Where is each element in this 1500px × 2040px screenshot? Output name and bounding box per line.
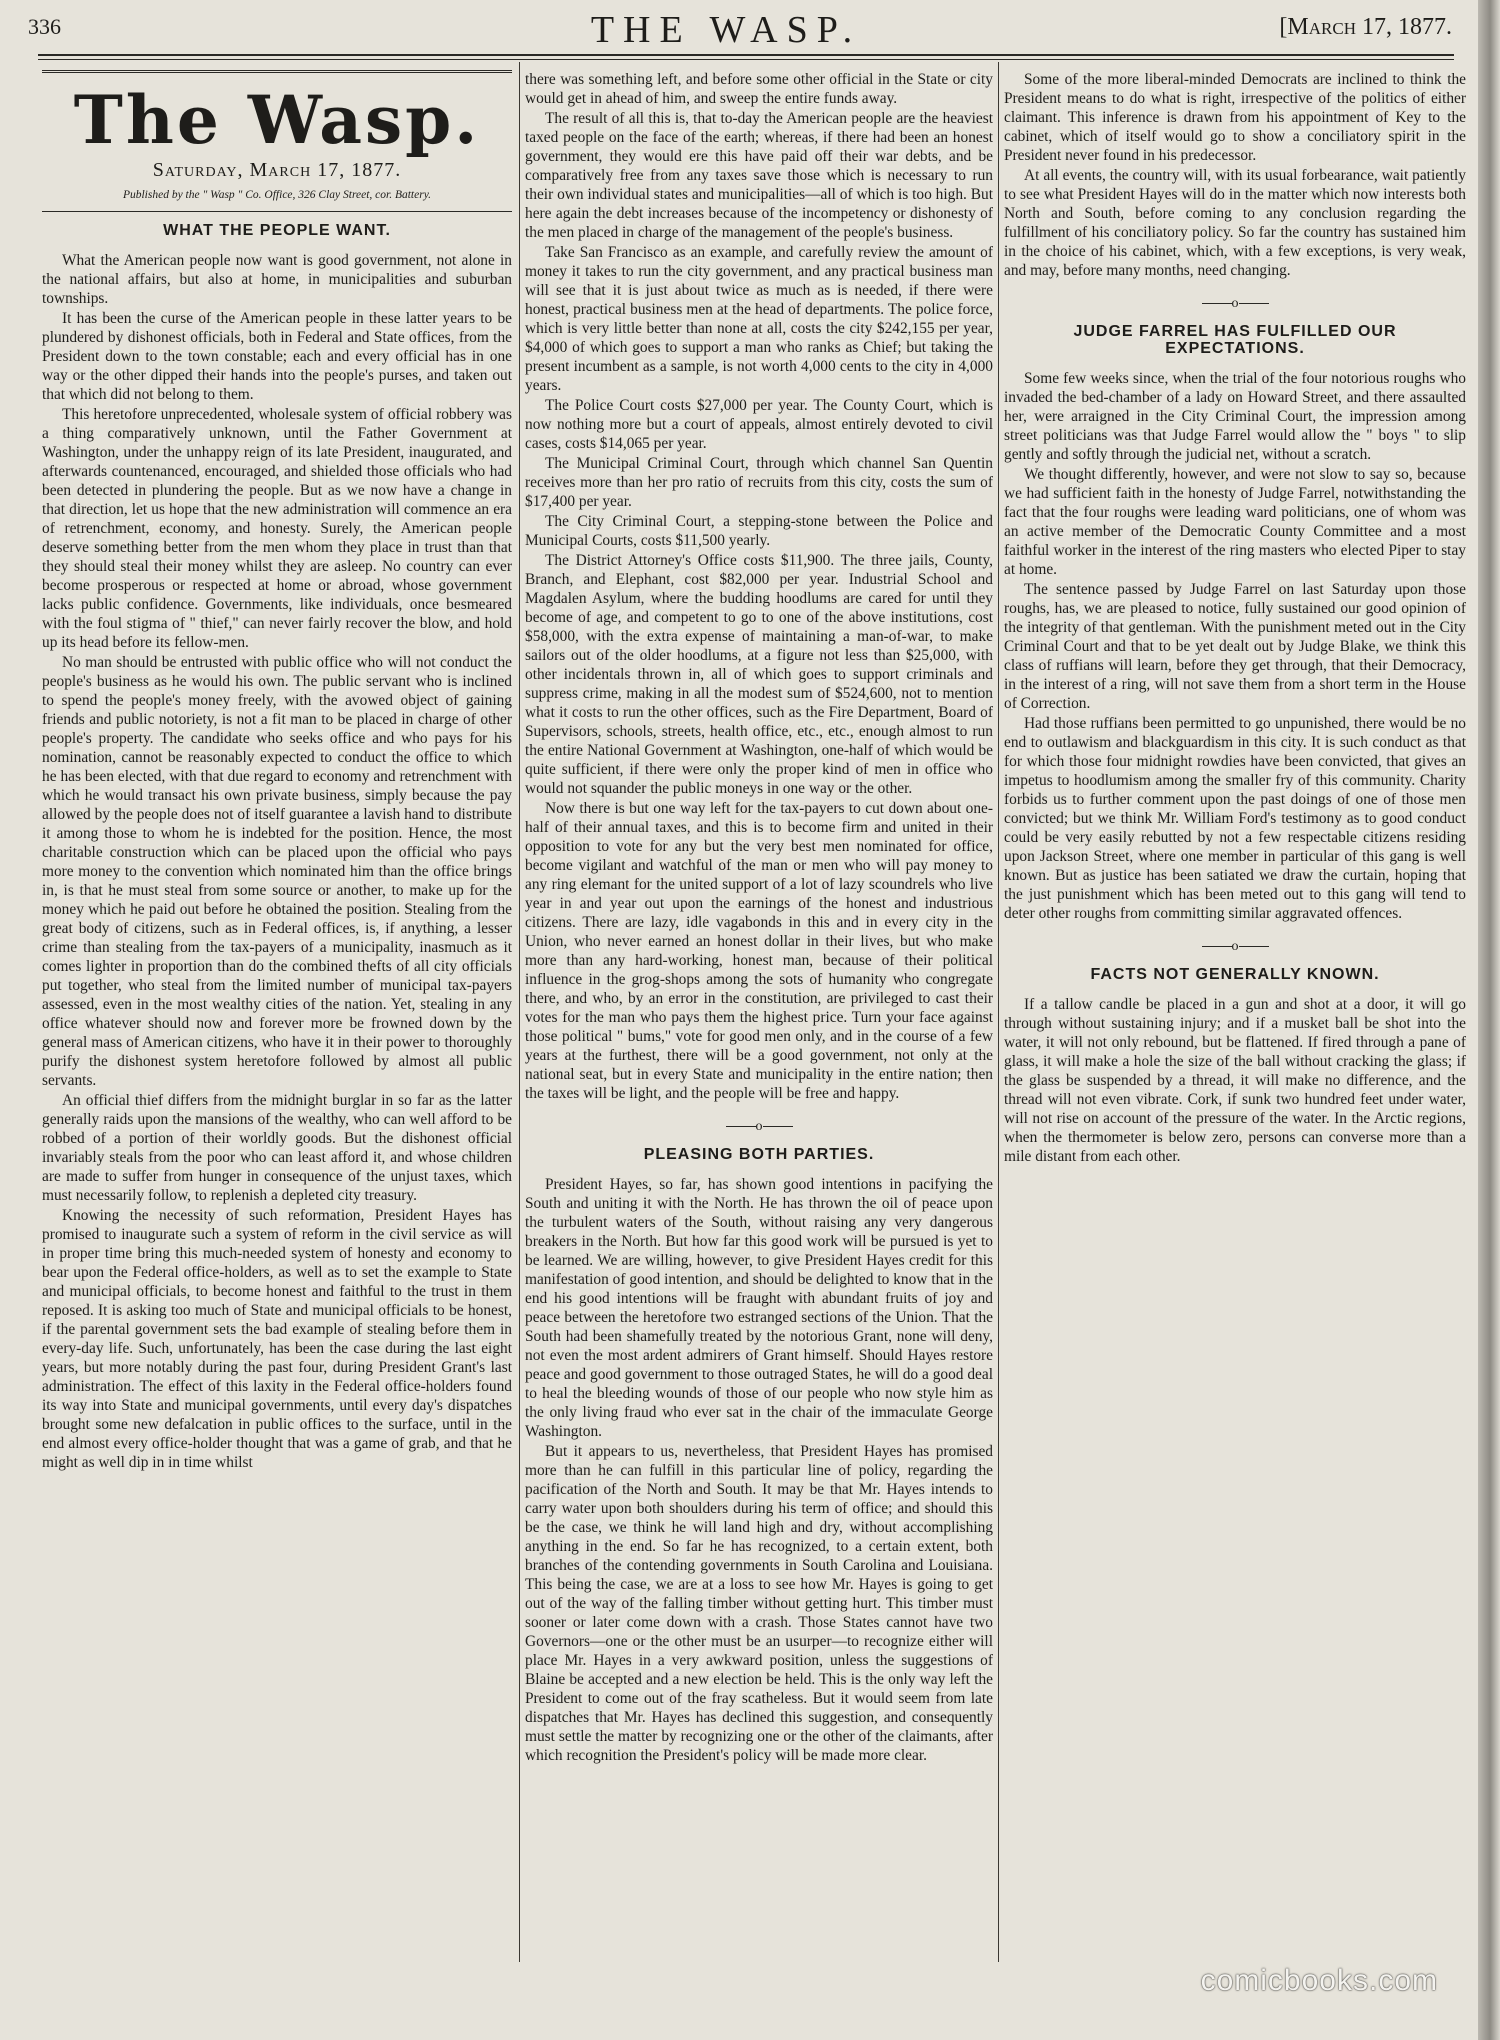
article-paragraph: Now there is but one way left for the tax-payers to cut down about one-half of their annual taxes, and this is to become firm and united in their opposition to vote for any but the very best men nominated for office, become vigilant and watchful of the man or men who will pay money to any ring elemant for the united support of a lot of lazy scoundrels who live year in and year out upon the earnings of the honest and industrious citizens. There are lazy, idle vagabonds in this and in every city in the Union, who never earned an honest dollar in their lives, but who make more than any hard-working, honest man, because of their political influence in the grog-shops among the sots of humanity who congregate there, and who, by an error in the constitution, are privileged to cast their votes for the man who pays them the highest price. Turn your face against those political " bums," vote for good men only, and in the course of a few years at the furthest, there will be a good government, not only at the national seat, but in every State and municipality in the entire nation; then the taxes will be light, and the people will be free and happy. — [525, 800, 993, 1102]
article-paragraph: An official thief differs from the midnight burglar in so far as the latter generally raids upon the mansions of the wealthy, who can well afford to be robbed of a portion of their worldly goods. But the dishonest official invariably steals from the poor who can least afford it, and whose children are made to suffer from hunger in consequence of the unjust taxes, which must necessarily follow, to replenish a depleted city treasury. — [42, 1092, 512, 1204]
article-paragraph: If a tallow candle be placed in a gun and shot at a door, it will go through without sustaining injury; and if a musket ball be shot into the water, it will not only rebound, but be flattened. If fired through a pane of glass, it will make a hole the size of the ball without cracking the glass; if the glass be suspended by a thread, it will make no difference, and the thread will not even vibrate. Cork, if sunk two hundred feet under water, will not rise on account of the pressure of the water. In the Arctic regions, when the thermometer is below zero, persons can converse more than a mile distant from each other. — [1004, 996, 1466, 1165]
column-1 — [42, 70, 512, 1950]
article-paragraph: The Municipal Criminal Court, through which channel San Quentin receives more than her pro ratio of recruits from this city, costs the sum of $17,400 per year. — [525, 455, 993, 510]
masthead-bottom-rule — [42, 211, 512, 212]
publisher-line: Published by the " Wasp " Co. Office, 326 Clay Street, cor. Battery. — [122, 189, 432, 201]
section-separator — [1004, 294, 1466, 313]
issue-date: Saturday, March 17, 1877. — [152, 159, 402, 181]
masthead-rule — [42, 70, 512, 75]
article-paragraph: The City Criminal Court, a stepping-stone between the Police and Municipal Courts, costs $11,500 yearly. — [525, 513, 993, 549]
page-binding-edge — [1478, 0, 1500, 2040]
article-paragraph: But it appears to us, nevertheless, that President Hayes has promised more than he can fulfill in this particular line of policy, regarding the pacification of the North and South. It may be that Mr. Hayes intends to carry water upon both shoulders during his term of office; and should this be the case, we think he will land high and dry, without accomplishing anything in the end. So far he has recognized, to a certain extent, both branches of the contending governments in South Carolina and Louisiana. This being the case, we are at a loss to see how Mr. Hayes is going to get out of the way of the falling timber without getting hurt. This timber must sooner or later come down with a crash. Those States cannot have two Governors—one or the other must be an usurper—to recognize either will place Mr. Hayes in a very awkward position, unless the suggestions of Blaine be accepted and a new election be held. This is the only way left the President to come out of the fray scatheless. But it would seem from late dispatches that Mr. Hayes has declined this suggestion, and consequently must settle the matter by recognizing one or the other of the claimants, after which recognition the President's policy will be made more clear. — [525, 1443, 993, 1764]
article-paragraph: The sentence passed by Judge Farrel on last Saturday upon those roughs, has, we are pleased to notice, fully sustained our good opinion of the integrity of that gentleman. With the punishment meted out in the City Criminal Court and that to be yet dealt out by Judge Blake, we think this class of ruffians will learn, before they get through, that their Democracy, in the interest of a ring, will not save them from a short term in the House of Correction. — [1004, 581, 1466, 712]
article-paragraph: Take San Francisco as an example, and carefully review the amount of money it takes to run the city government, and any practical business man will see that it is just about twice as much as is needed, if there were honest, practical business men at the head of departments. The police force, which is very little better than none at all, costs the city $242,155 per year, $4,000 of which goes to support a man who ranks as Chief; but taking the present incumbent as a sample, is not worth 4,000 cents to the city in 4,000 years. — [525, 244, 993, 394]
article-paragraph: The Police Court costs $27,000 per year. The County Court, which is now nothing more but a court of appeals, almost entirely devoted to civil cases, costs $14,065 per year. — [525, 397, 993, 452]
column-2 — [525, 70, 993, 1950]
article-paragraph: No man should be entrusted with public office who will not conduct the people's business as he would his own. The public servant who is inclined to spend the people's money freely, with the avowed object of gaining friends and public notoriety, is not a fit man to be placed in charge of other people's property. The candidate who seeks office and who pays for his nomination, cannot be reasonably expected to conduct the office to which he has been elected, with that due regard to economy and retrenchment with which he would transact his own private business, simply because the pay allowed by the people does not of itself guarantee a lavish hand to distribute it among those to whom he is indebted for the position. Hence, the most charitable construction which can be placed upon the official who pays more money to the convention which nominated him than the office brings in, is that he must steal from some source or another, to make up for the money which he paid out before he obtained the position. Stealing from the great body of citizens, such as in Federal offices, is, if anything, a lesser crime than stealing from the tax-payers of a municipality, inasmuch as it comes lighter in proportion than do the combined thefts of all city officials put together, who steal from the limited number of municipal tax-payers assessed, even in the most wealthy cities of the nation. Yet, stealing in any office whatever should now and forever more be frowned down by the general mass of American citizens, who have it in their power to thoroughly purify the dishonest system heretofore followed by almost all public servants. — [42, 654, 512, 1089]
article-paragraph: President Hayes, so far, has shown good intentions in pacifying the South and uniting it with the North. He has thrown the oil of peace upon the turbulent waters of the South, without raising any very dangerous breakers in the North. But how far this good work will be pursued is yet to be learned. We are willing, however, to give President Hayes credit for this manifestation of good intention, and should be delighted to know that in the end his good intentions will be fraught with abundant fruits of joy and peace between the heretofore two estranged sections of the Union. That the South had been shamefully treated by the notorious Grant, none will deny, not even the most ardent admirers of Grant himself. Should Hayes restore peace and good government to those outraged States, he will do a good deal to heal the bleeding wounds of those of our people who now style him as the only living fraud who ever sat in the chair of the immaculate George Washington. — [525, 1176, 993, 1440]
article-paragraph: We thought differently, however, and were not slow to say so, because we had sufficient faith in the honesty of Judge Farrel, notwithstanding the fact that the four roughs were leading ward politicians, one of whom was an active member of the Democratic County Committee and a most faithful worker in the interest of the ring masters who elected Piper to stay at home. — [1004, 466, 1466, 578]
separator-mark: o — [755, 1119, 763, 1134]
article-paragraph: This heretofore unprecedented, wholesale system of official robbery was a thing comparatively unknown, until the Father Government at Washington, under the unhappy reign of its late President, inaugurated, and afterwards countenanced, encouraged, and shielded those officials who had been detected in plundering the people. But as we now have a change in that direction, let us hope that the new administration will commence an era of retrenchment, economy, and honesty. Surely, the American people deserve something better from the men whom they place in trust than that they should steal their money whilst they are asleep. No country can ever become prosperous or respected at home or abroad, whose government lacks public confidence. Governments, like individuals, once besmeared with the foul stigma of " thief," can never fairly recover the blow, and hold up its head before its fellow-men. — [42, 406, 512, 651]
section-separator — [1004, 937, 1466, 956]
article-paragraph: At all events, the country will, with its usual forbearance, wait patiently to see what President Hayes will do in the matter which now interests both North and South, before coming to any conclusion regarding the fulfillment of his conciliatory policy. So far the country has sustained him in the choice of his cabinet, which, with a few exceptions, is very weak, and may, before many months, need changing. — [1004, 167, 1466, 279]
article-paragraph: The result of all this is, that to-day the American people are the heaviest taxed people on the face of the earth; whereas, if there had been an honest government, they would ere this have paid off their war debts, and be comparatively free from any taxes save those which is necessary to run their own individual states and municipalities—all of which is too high. But here again the debt increases because of the incompetency or dishonesty of the men placed in charge of the management of the people's business. — [525, 110, 993, 241]
header-rule — [38, 54, 1454, 60]
watermark: comicbooks.com — [1200, 1964, 1438, 1997]
article-paragraph: Knowing the necessity of such reformation, President Hayes has promised to inaugurate such a system of reform in the civil service as will in proper time bring this much-needed system of honesty and economy to bear upon the Federal office-holders, as well as to set the example to State and municipal officials, to become honest and faithful to the trust in them reposed. It is asking too much of State and municipal officials to be honest, if the parental government sets the bad example of stealing before them in every-day life. Such, unfortunately, has been the case during the last eight years, but more notably during the past four, during President Grant's last administration. The effect of this laxity in the Federal office-holders found its way into State and municipal governments, until every day's dispatches brought some new defalcation in public offices to the surface, until in the end almost every office-holder thought that was a game of grab, and that he might as well dip in in time whilst — [42, 1207, 512, 1471]
running-head — [0, 8, 1452, 52]
article-title: JUDGE FARREL HAS FULFILLED OUR EXPECTATIONS. — [1073, 323, 1397, 357]
publication-name: THE WASP. — [590, 9, 862, 51]
column-rule — [519, 62, 520, 1962]
article-title: FACTS NOT GENERALLY KNOWN. — [1090, 966, 1380, 983]
page-number: 336 — [28, 14, 61, 39]
masthead-title: The Wasp. — [73, 81, 481, 159]
column-3 — [1004, 70, 1466, 1950]
article-paragraph: Had those ruffians been permitted to go unpunished, there would be no end to outlawism and blackguardism in this city. It is such conduct as that for which those four midnight rowdies have been convicted, that gives an impetus to hoodlumism among the smaller fry of this community. Charity forbids us to further comment upon the past doings of one of those men convicted; but we think Mr. William Ford's testimony as to good conduct could be very easily rebutted by not a few respectable citizens residing upon Jackson Street, where one member in particular of this gang is well known. But as justice has been satiated we draw the curtain, hoping that the just punishment which has been meted out to this gang will tend to deter other roughs from committing similar aggravated offences. — [1004, 715, 1466, 922]
article-paragraph: The District Attorney's Office costs $11,900. The three jails, County, Branch, and Elephant, cost $82,000 per year. Industrial School and Magdalen Asylum, where the budding hoodlums are cared for until they become of age, and competent to go to one of the above institutions, cost $58,000, with the extra expense of maintaining a man-of-war, to make sailors out of the older hoodlums, at a figure not less than $25,000, with other incidentals thrown in, all of which goes to support criminals and suppress crime, making in all the modest sum of $524,600, not to mention what it costs to run the other offices, such as the Fire Department, Board of Supervisors, schools, streets, health office, etc., etc., enough almost to run the entire National Government at Washington, one-half of which would be quite sufficient, if there were only the proper kind of men in office who would not squander the public moneys in one way or the other. — [525, 552, 993, 797]
article-paragraph: there was something left, and before some other official in the State or city would get in ahead of him, and sweep the entire funds away. — [525, 71, 993, 107]
section-separator — [525, 1117, 993, 1136]
article-paragraph: It has been the curse of the American people in these latter years to be plundered by dishonest officials, both in Federal and State offices, from the President down to the town constable; each and every official has in one way or the other dipped their hands into the people's purses, and taken out that which did not belong to them. — [42, 310, 512, 403]
separator-mark: o — [1231, 296, 1239, 311]
article-title: WHAT THE PEOPLE WANT. — [163, 222, 391, 239]
article-paragraph: Some few weeks since, when the trial of the four notorious roughs who invaded the bed-chamber of a lady on Howard Street, and there assaulted her, were arraigned in the City Criminal Court, the impression among street politicians was that Judge Farrel would allow the " boys " to slip gently and softly through the judicial net, without a scratch. — [1004, 370, 1466, 463]
separator-mark: o — [1231, 939, 1239, 954]
column-rule — [998, 62, 999, 1962]
article-paragraph: What the American people now want is good government, not alone in the national affairs, but also at home, in municipalities and suburban townships. — [42, 252, 512, 307]
article-title: PLEASING BOTH PARTIES. — [643, 1146, 875, 1163]
article-paragraph: Some of the more liberal-minded Democrats are inclined to think the President means to do what is right, irrespective of the politics of either claimant. This inference is drawn from his appointment of Key to the cabinet, which of itself would go to show a conciliatory spirit in the President never found in his predecessor. — [1004, 71, 1466, 164]
running-head-date: [March 17, 1877. — [1279, 14, 1452, 40]
